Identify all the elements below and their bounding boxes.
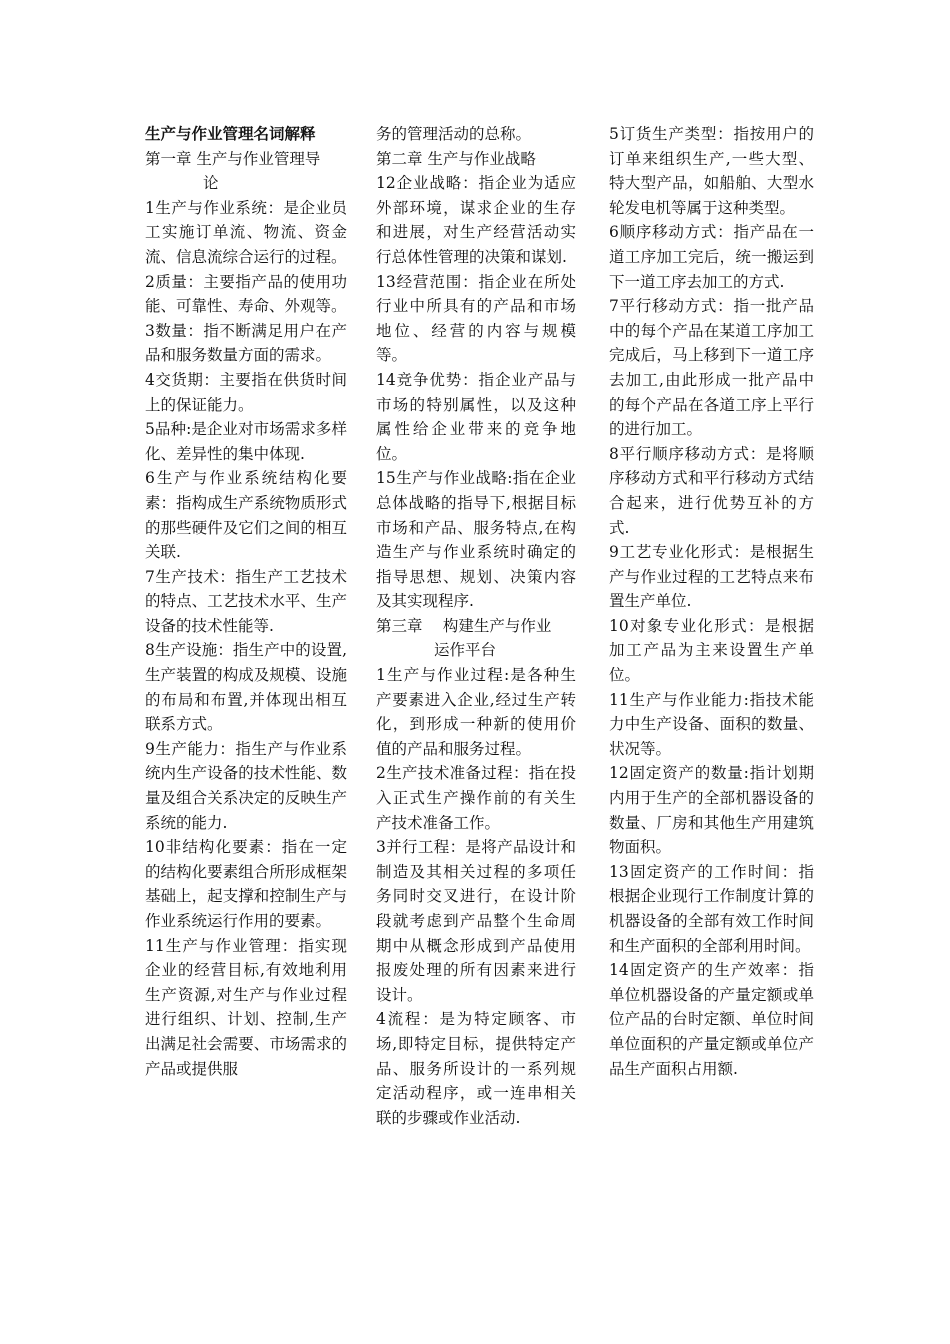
text-column-1	[145, 122, 347, 1081]
column-3-body	[609, 122, 814, 1081]
text-column-3	[609, 122, 814, 1081]
term-definition: 5订货生产类型：指按用户的订单来组织生产,一些大型、特大型产品，如船舶、大型水轮发电机等属于这种类型。	[609, 125, 814, 217]
term-definition: 4交货期：主要指在供货时间上的保证能力。	[145, 370, 347, 414]
term-definition: 2质量：主要指产品的使用功能、可靠性、寿命、外观等。	[145, 272, 347, 316]
term-definition: 11生产与作业能力:指技术能力中生产设备、面积的数量、状况等。	[609, 690, 814, 758]
term-definition: 13固定资产的工作时间：指根据企业现行工作制度计算的机器设备的全部有效工作时间和生产面积的全部利用时间。	[609, 862, 814, 955]
term-definition: 4流程：是为特定顾客、市场,即特定目标，提供特定产品、服务所设计的一系列规定活动程序，或一连串相关联的步骤或作业活动.	[376, 1010, 576, 1127]
chapter-heading: 第三章 构建生产与作业	[376, 616, 552, 635]
term-definition: 3并行工程：是将产品设计和制造及其相关过程的多项任务同时交叉进行，在设计阶段就考虑到产品整个生命周期中从概念形成到产品使用报废处理的所有因素来进行设计。	[376, 838, 576, 1004]
term-definition: 12固定资产的数量:指计划期内用于生产的全部机器设备的数量、厂房和其他生产用建筑物面积。	[609, 764, 814, 857]
document-title: 生产与作业管理名词解释	[145, 124, 316, 143]
term-definition: 5品种:是企业对市场需求多样化、差异性的集中体现.	[145, 420, 347, 463]
term-definition: 8平行顺序移动方式：是将顺序移动方式和平行移动方式结合起来，进行优势互补的方式.	[609, 444, 814, 537]
term-definition: 7生产技术：指生产工艺技术的特点、工艺技术水平、生产设备的技术性能等.	[145, 567, 347, 635]
term-definition: 10对象专业化形式：是根据加工产品为主来设置生产单位。	[609, 616, 814, 685]
term-definition: 9生产能力：指生产与作业系统内生产设备的技术性能、数量及组合关系决定的反映生产系统的能力.	[145, 739, 347, 832]
term-definition: 7平行移动方式：指一批产品中的每个产品在某道工序加工完成后，马上移到下一道工序去加工,由此形成一批产品中的每个产品在各道工序上平行的进行加工。	[609, 297, 814, 439]
term-definition: 1生产与作业系统：是企业员工实施订单流、物流、资金流、信息流综合运行的过程。	[145, 198, 347, 266]
term-definition: 15生产与作业战略:指在企业总体战略的指导下,根据目标市场和产品、服务特点,在构造生产与作业系统时确定的指导思想、规划、决策内容及其实现程序.	[376, 469, 576, 611]
term-definition: 14固定资产的生产效率：指单位机器设备的产量定额或单位产品的台时定额、单位时间单位面积的产量定额或单位产品生产面积占用额.	[609, 961, 814, 1078]
term-definition: 务的管理活动的总称。	[376, 125, 532, 143]
chapter-heading: 第一章 生产与作业管理导	[145, 149, 321, 168]
text-column-2	[376, 122, 576, 1130]
term-definition: 10非结构化要素：指在一定的结构化要素组合所形成框架基础上，起支撑和控制生产与作业系统运行作用的要素。	[145, 838, 347, 930]
term-definition: 14竞争优势：指企业产品与市场的特别属性，以及这种属性给企业带来的竞争地位。	[376, 370, 576, 463]
term-definition: 9工艺专业化形式：是根据生产与作业过程的工艺特点来布置生产单位.	[609, 543, 814, 611]
chapter-heading-continuation: 论	[203, 174, 219, 193]
column-2-body	[376, 122, 576, 1130]
term-definition: 3数量：指不断满足用户在产品和服务数量方面的需求。	[145, 321, 347, 365]
term-definition: 1生产与作业过程:是各种生产要素进入企业,经过生产转化，到形成一种新的使用价值的产品和服务过程。	[376, 666, 576, 758]
term-definition: 2生产技术准备过程：指在投入正式生产操作前的有关生产技术准备工作。	[376, 764, 576, 832]
term-definition: 12企业战略：指企业为适应外部环境，谋求企业的生存和进展，对生产经营活动实行总体性管理的决策和谋划.	[376, 174, 576, 266]
term-definition: 11生产与作业管理：指实现企业的经营目标,有效地利用生产资源,对生产与作业过程进行组织、计划、控制,生产出满足社会需要、市场需求的产品或提供服	[145, 936, 347, 1078]
term-definition: 13经营范围：指企业在所处行业中所具有的产品和市场地位、经营的内容与规模等。	[376, 272, 576, 365]
term-definition: 6顺序移动方式：指产品在一道工序加工完后，统一搬运到下一道工序去加工的方式.	[609, 223, 814, 291]
term-definition: 6生产与作业系统结构化要素：指构成生产系统物质形式的那些硬件及它们之间的相互关联.	[145, 469, 347, 562]
chapter-heading: 第二章 生产与作业战略	[376, 149, 536, 168]
column-1-body	[145, 147, 347, 1082]
chapter-heading-continuation: 运作平台	[434, 641, 497, 660]
term-definition: 8生产设施：指生产中的设置,生产装置的构成及规模、设施的布局和布置,并体现出相互联系方式。	[145, 641, 347, 734]
